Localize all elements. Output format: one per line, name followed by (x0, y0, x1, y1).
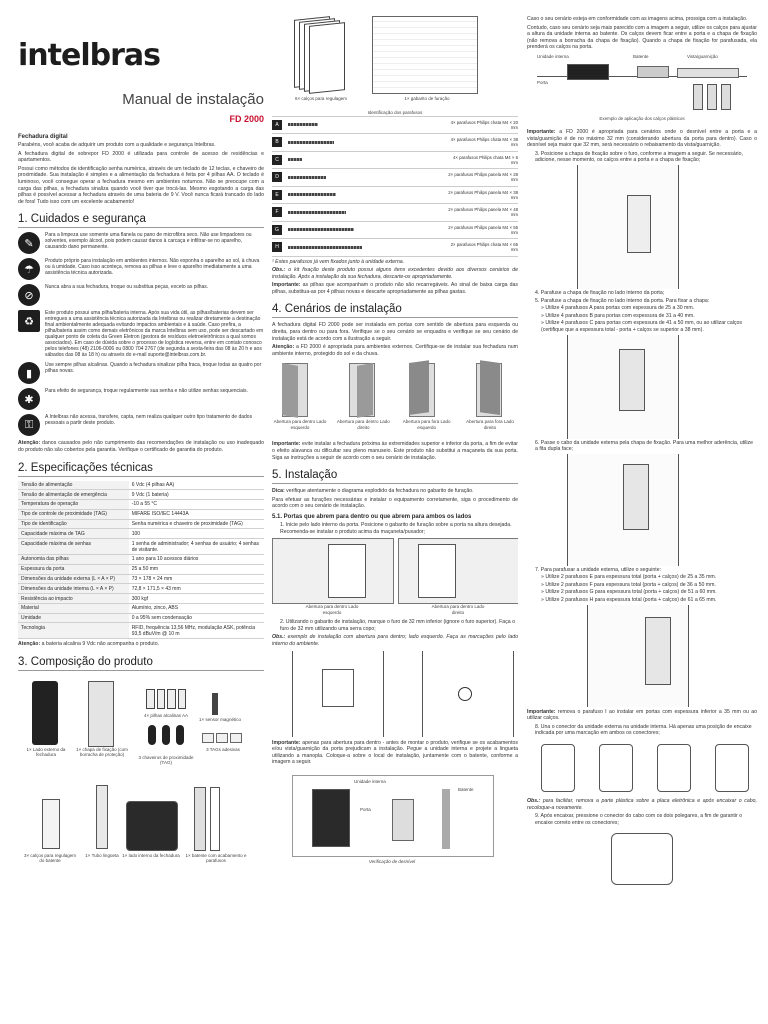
spec-label: Espessura da porta (18, 564, 129, 574)
care-item: ⚿ A Intelbras não acessa, transfere, capta, nem realiza qualquer outro tipo tratamento de dados pessoais a partir deste produto. (18, 414, 264, 436)
spec-value: 100 (129, 529, 264, 539)
screw-row (272, 169, 518, 187)
step7-option: » Utilize 2 parafusos E para espessura total (porta + calços) de 25 a 35 mm. (541, 574, 717, 581)
care-item: ☂ Produto próprio para instalação em ambientes internos. Não exponha o aparelho ao sol, à chuva ou à umidade. Caso isso aconteça, remova as pilhas e leve o aparelho imediatamente a uma assistência técnica autorizada. (18, 258, 264, 280)
install-step-6: 6. Passe o cabo da unidade externa pela chapa de fixação. Para uma melhor aderência, utilize a fita dupla face; (535, 439, 754, 453)
step5-option: » Utilize 4 parafusos A para portas com espessura de 25 a 30 mm. (541, 305, 695, 312)
spec-value: 1 senha de administrador; 4 senhas de usuário; 4 senhas de visitante. (129, 539, 264, 555)
cable-figure (527, 454, 757, 566)
section-composition-title: 3. Composição do produto (18, 656, 264, 671)
spec-row (18, 555, 264, 565)
spec-value: 1 ano para 10 acessos diários (129, 555, 264, 565)
inner-unit-image (126, 801, 178, 851)
level-check-figure: Unidade interna Porta Batente Verificação de desnível (272, 769, 518, 869)
screw-id: G (272, 225, 282, 235)
door-scenarios-figure (272, 363, 518, 439)
screw-row (272, 117, 518, 135)
spec-label: Tecnologia (18, 623, 129, 639)
privacy-icon: ⚿ (18, 414, 40, 436)
install-tip: Dica: verifique atentamente o diagrama explodido da fechadura no gabarito de furação. (272, 488, 474, 495)
screw-description: 4× parafusos Philips chata M4 × 20 mm (450, 119, 518, 130)
spec-row (18, 603, 264, 613)
spec-label: Tensão de alimentação de emergência (18, 490, 129, 500)
install-paragraph: Para efetuar as furações necessárias e instalar o equipamento corretamente, siga o procedimento de acordo com o seu cenário de instalação. (272, 496, 518, 510)
spec-row (18, 509, 264, 519)
care-item: ♻ Este produto possui uma pilha/bateria interna. Após sua vida útil, as pilhas/baterias devem ser entregues a uma assistência técnica autorizada da Intelbras ou realizar diretamente a destinação final ambientalmente adequada evitando impactos ambientais e à saúde. Caso prefira, a pilha/bateria assim como demais eletrônicos da marca Intelbras sem uso, pode ser descartado em qualquer ponto de coleta da Green Eletron (gestora de resíduos eletroeletrônicos a qual somos associados). Em caso de dúvida sobre o processo de logística reversa, entre em contato conosco pelos telefones (48) 2106-0006 ou 0800 704 2767 (de segunda a sexta-feira das 08 às 20 h e aos sábados das 08 às 18 h) ou através do e-mail suporte@intelbras.com.br. (18, 310, 264, 358)
spec-label: Tensão de alimentação (18, 481, 129, 490)
screw-row (272, 239, 518, 257)
adhesive-tags-image (202, 733, 242, 743)
spec-value: Alumínio, zinco, ABS (129, 603, 264, 613)
c3-paragraph: Caso o seu cenário esteja em conformidade com as imagens acima, prossiga com a instalação. (527, 16, 748, 22)
spec-label: Capacidade máxima de senhas (18, 539, 129, 555)
spec-value: Senha numérica e chaveiro de proximidade (TAG) (129, 519, 264, 529)
scenarios-paragraph: A fechadura digital FD 2000 pode ser instalada em portas com sentido de abertura para esquerda ou direita, para dentro ou para fora. Verifique se o seu cenário se enquadra e verifique se seu cenário de instalação está de acordo com a ilustração a seguir. (272, 322, 518, 342)
shims-label: 3× calços para regulagem do batente (24, 852, 76, 864)
screw-description: 4× parafusos Philips chata M4 × 6 mm (453, 154, 518, 165)
spec-row (18, 481, 264, 490)
c3-important: Importante: a FD 2000 é apropriada para cenários onde o desnível entre a porta e a vista/guarnição é de no máximo 32 mm (considerando abertura da porta para dentro). Caso o desnível seja maior que 32 mm, será necessário o rebaixamento da vista/guarnição. (527, 128, 757, 149)
screw-description: 2× parafusos Philips panela M4 × 48 mm (448, 207, 518, 218)
plate-position-figure (527, 165, 757, 289)
screws-table (272, 116, 518, 257)
screw-description: 2× parafusos Philips chata M4 × 65 mm (450, 242, 518, 253)
spec-label: Umidade (18, 613, 129, 623)
specs-attention: Atenção: a bateria alcalina 9 Vdc não acompanha o produto. (18, 641, 160, 648)
screw-id: H (272, 242, 282, 252)
outer-screw-figure (527, 605, 757, 707)
install-step-3: 3. Posicione a chapa de fixação sobre o furo, conforme a imagem a seguir. Se necessário, adicione, nesse momento, os calços entre a porta e a chapa de fixação; (535, 150, 743, 164)
spec-label: Dimensões da unidade interna (L × A × P) (18, 584, 129, 594)
care-item: ▮ Use sempre pilhas alcalinas. Quando a fechadura sinalizar pilha fraca, troque todas as quatro por pilhas novas. (18, 362, 264, 384)
document-title: Manual de instalação (122, 91, 264, 108)
column-middle (272, 0, 518, 1024)
intro-paragraph: Parabéns, você acaba de adquirir um produto com a qualidade e segurança Intelbras. (18, 142, 216, 148)
intro-paragraph: Possui como métodos de identificação senha numérica, através de um teclado de 12 teclas, e chaveiro de proximidade. Sua instalação é simples e a alimentação da fechadura é feita por 4 pilhas AA. O teclado é luminoso, você consegue operar a fechadura mesmo em ambientes noturnos. Não se preocupe com a carga das pilhas, a fechadura sinaliza quando você tiver que trocá-las. Mesmo esgotando a carga das pilhas é possível acessar a fechadura através de uma bateria de 9 V. Você nunca ficará trancado do lado de fora! Tudo isso com um excelente acabamento! (18, 165, 264, 205)
scenarios-attention: Atenção: a FD 2000 é apropriada para ambientes externos. Certifique-se de instalar sua fechadura num ambiente interno, protegido do sol e da chuva. (272, 344, 518, 357)
screws-caption: Identificação dos parafusos (367, 110, 423, 115)
scenarios-important: Importante: evite instalar a fechadura próxima às extremidades superior e inferior da porta, a fim de evitar o efeito alavanca ou dificultar seu pleno manuseio. Este produto não substitui a maçaneta da sua porta. Siga as instruções a seguir de acordo com o seu cenário de instalação. (272, 441, 518, 461)
section-scenarios-title: 4. Cenários de instalação (272, 303, 518, 318)
screw-id: C (272, 155, 282, 165)
step5-option: » Utilize 4 parafusos B para portas com espessura de 31 a 40 mm. (541, 312, 695, 319)
screw-icon (288, 141, 334, 144)
shims-application-figure: Unidade interna Batente Porta Vista/guarnição Exemplo de aplicação dos calços plásticos (527, 54, 757, 126)
intro-heading: Fechadura digital (18, 134, 68, 140)
template-label: 1× gabarito de furação (404, 96, 450, 101)
spec-label: Autonomia das pilhas (18, 555, 129, 565)
spec-value: 72,8 × 171,5 × 43 mm (129, 584, 264, 594)
spec-value: 6 Vdc (4 pilhas AA) (129, 481, 264, 490)
step7-option: » Utilize 2 parafusos G para espessura total (porta + calços) de 51 a 60 mm. (541, 589, 717, 596)
cleaning-icon: ✎ (18, 232, 40, 254)
care-item: ✎ Para a limpeza use somente uma flanela ou pano de microfibra seco. Não use limpadores ou solventes, exemplo álcool, pois podem causar danos à carcaça e infiltrar-se no aparelho, causando dano permanente. (18, 232, 264, 254)
connector-figure (527, 738, 757, 796)
column-left (18, 0, 264, 1024)
install-step-2: 2. Utilizando o gabarito de instalação, marque o furo de 32 mm inferior (ignore o furo superior). Faça o furo de 32 mm utilizando uma serra copo; (280, 619, 516, 632)
install-obs2: Obs.: exemplo de instalação com abertura para dentro; lado esquerdo. Faça as marcações pelo lado interno do ambiente. (272, 634, 518, 647)
screw-icon (288, 211, 346, 214)
brand-logo: intelbras (18, 38, 160, 73)
section-specs-title: 2. Especificações técnicas (18, 462, 264, 477)
screw-row (272, 204, 518, 222)
step7-option: » Utilize 2 parafusos F para espessura total (porta + calços) de 36 a 50 mm. (541, 581, 716, 588)
spec-label: Material (18, 603, 129, 613)
spec-value: RFID, frequência 13,56 MHz, modulação ASK, potência 93,5 dBuV/m @ 10 m (129, 623, 264, 639)
intro-paragraph: A fechadura digital de sobrepor FD 2000 é utilizada para controle de acesso de residências e apartamentos. (18, 150, 264, 164)
strike-cover-image (210, 787, 220, 851)
door-scenario: Abertura para fora Lado direito (462, 363, 518, 439)
spec-row (18, 490, 264, 500)
spec-row (18, 519, 264, 529)
outer-unit-label: 1× Lado externo da fechadura (26, 746, 66, 758)
care-attention: Atenção: danos causados pelo não cumprimento das recomendações de instalação ou uso inadequado do produto não são cobertos pela garantia. Verifique o certificado de garantia do produto. (18, 440, 264, 453)
install-step-9: 9. Após encaixar, pressione o conector do cabo com os dois polegares, a fim de garantir o encaixe correto entre os conectores; (535, 813, 743, 826)
screw-icon (288, 123, 318, 126)
screw-row (272, 222, 518, 240)
strike-image (194, 787, 206, 851)
recycle-bin-icon: ♻ (18, 310, 40, 332)
password-icon: ✱ (18, 388, 40, 410)
screw-id: D (272, 172, 282, 182)
drilling-figure (272, 651, 518, 737)
screw-icon (288, 176, 326, 179)
install-step-4: 4. Parafuse a chapa de fixação no lado interno da porta; (535, 289, 665, 296)
screw-description: 2× parafusos Philips panela M4 × 28 mm (448, 172, 518, 183)
install-subsection: 5.1. Portas que abrem para dentro ou que abrem para ambos os lados (272, 514, 472, 520)
bolt-tube-image (96, 785, 108, 849)
install-step-7: 7. Para parafusar a unidade externa, utilize o seguinte: (535, 566, 662, 573)
step7-important: Importante: remova o parafuso I ao instalar em portas com espessura inferior a 35 mm ou ao utilizar calços. (527, 708, 757, 722)
magnet-label: 1× sensor magnético (199, 716, 241, 722)
screw-row (272, 187, 518, 205)
outer-unit-image (32, 681, 58, 745)
magnet-image (212, 693, 218, 715)
spec-row (18, 613, 264, 623)
batteries-label: 4× pilhas alcalinas AA (144, 712, 188, 718)
screw-id: F (272, 207, 282, 217)
spec-row (18, 564, 264, 574)
section-care-title: 1. Cuidados e segurança (18, 213, 264, 228)
screw-id: A (272, 120, 282, 130)
shims-image (42, 799, 60, 849)
template-placement-figure: Abertura para dentro Lado esquerdo Abertura para dentro Lado direito (272, 538, 518, 616)
spec-row (18, 529, 264, 539)
inner-unit-label: 1× lado interno da fechadura (122, 852, 180, 858)
screw-icon (288, 158, 302, 161)
composition-figure (18, 675, 264, 878)
spec-value: 0 a 95% sem condensação (129, 613, 264, 623)
mounting-plate-image (88, 681, 114, 747)
screw-id: E (272, 190, 282, 200)
step5-option: » Utilize 4 parafusos C para portas com espessura de 41 a 50 mm, ou ao utilizar calços (certifique que a espessura total - porta + calços se superior a 38 mm). (541, 320, 742, 333)
shims-top-label: 6× calços para regulagem (295, 96, 347, 101)
no-open-icon: ⊘ (18, 284, 40, 306)
spec-label: Capacidade máxima de TAG (18, 529, 129, 539)
install-step-1: 1. Inicie pelo lado interno da porta. Posicione o gabarito de furação sobre a porta na altura desejada. Recomenda-se instalar o produto acima da maçaneta/puxador; (280, 522, 512, 535)
spec-value: MIFARE ISO/IEC 14443A (129, 509, 264, 519)
screw-icon (288, 228, 354, 231)
screw-row (272, 134, 518, 152)
install-important3: Importante: apenas para abertura para dentro - antes de montar o produto, verifique se os acabamentos e/ou vista/guarnição da porta prejudicam a instalação. Pegue a unidade interna e projete a lingueta utilizando a manopla. Coloque-a sobre o local de instalação, juntamente com o batente, conforme a imagem a seguir. (272, 739, 518, 766)
spec-label: Temperatura de operação (18, 500, 129, 510)
bolt-label: 1× Tubo lingüeta (85, 852, 119, 858)
spec-label: Dimensões da unidade externa (L × A × P) (18, 574, 129, 584)
strike-label: 1× batente com acabamento e parafusos (185, 852, 247, 864)
keys-label: 3 chaveiros de proximidade (TAG) (138, 754, 194, 766)
install-step-5: 5. Parafuse a chapa de fixação no lado interno da porta. Para fixar a chapa: (535, 297, 710, 304)
spec-row (18, 500, 264, 510)
tags-label: 3 TAGs adesivas (206, 746, 240, 752)
screw-row (272, 152, 518, 170)
spec-value: 300 kgf (129, 594, 264, 604)
proximity-keys-image (138, 725, 194, 751)
batteries-image (146, 689, 186, 709)
specs-table (18, 481, 264, 640)
c3-paragraph: Contudo, caso seu cenário seja mais parecido com a imagem a seguir, utilize os calços para ajustar a altura da unidade interna ao batente. Os calços devem ficar entre a porta e a chapa de fixação (não remova a borracha da chapa de fixação). Quando a chapa de fixação for parafusada, ela prenderá os calços na porta. (527, 24, 757, 51)
step8-obs: Obs.: para facilitar, remova a parte plástica sobre a placa eletrônica e após encaixar o cabo, recoloque-a novamente. (527, 798, 757, 811)
door-scenario: Abertura para fora Lado esquerdo (399, 363, 455, 439)
screw-icon (288, 246, 362, 249)
sun-rain-icon: ☂ (18, 258, 40, 280)
column-right (527, 0, 757, 1024)
section-install-title: 5. Instalação (272, 469, 518, 484)
step7-option: » Utilize 2 parafusos H para espessura total (porta + calços) de 61 a 65 mm. (541, 597, 717, 604)
shims-template-figure (272, 16, 518, 106)
battery-icon: ▮ (18, 362, 40, 384)
drilling-template-image (372, 16, 478, 94)
screws-obs: Obs.: o kit fixação deste produto possui alguns itens excedentes devido aos diversos cenários de instalação. Após a instalação da sua fechadura, descarte-os apropriadamente. (272, 267, 518, 280)
screws-important: Importante: as pilhas que acompanham o produto não são recarregáveis. Ao sinal de baixa carga das pilhas, substitua-as por 4 pilhas novas e descarte apropriadamente as pilhas gastas. (272, 282, 518, 295)
screw-description: 4× parafusos Philips chata M4 × 38 mm (450, 137, 518, 148)
spec-label: Resistência ao impacto (18, 594, 129, 604)
door-scenario: Abertura para dentro Lado direito (335, 363, 391, 439)
screw-icon (288, 193, 336, 196)
spec-value: 9 Vdc (1 bateria) (129, 490, 264, 500)
spec-row (18, 539, 264, 555)
screws-footnote: ¹ Estes parafusos já vem fixados junto à unidade externa. (272, 258, 405, 265)
spec-label: Tipo de identificação (18, 519, 129, 529)
spec-value: 73 × 178 × 24 mm (129, 574, 264, 584)
spec-value: 25 a 50 mm (129, 564, 264, 574)
screw-description: 2× parafusos Philips panela M4 × 38 mm (448, 189, 518, 200)
model-number: FD 2000 (229, 114, 264, 124)
spec-label: Tipo de controle de proximidade (TAG) (18, 509, 129, 519)
care-item: ⊘ Nunca abra a sua fechadura, troque ou substitua peças, exceto as pilhas. (18, 284, 264, 306)
press-connector-figure (527, 827, 757, 899)
shims-stack-image (294, 18, 350, 92)
spec-row (18, 623, 264, 639)
spec-row (18, 584, 264, 594)
install-step-8: 8. Una o conector da unidade externa na unidade interna. Há apenas uma posição de encaixe indicada por uma marcação em ambos os conectores; (535, 723, 752, 737)
spec-row (18, 574, 264, 584)
plate-screw-figure (527, 335, 757, 439)
door-scenario: Abertura para dentro Lado esquerdo (272, 363, 328, 439)
spec-value: -10 a 55 °C (129, 500, 264, 510)
screw-description: 2× parafusos Philips panela M4 × 55 mm (448, 224, 518, 235)
care-item: ✱ Para efeito de segurança, troque regularmente sua senha e não utilize senhas sequenciais. (18, 388, 264, 410)
plate-label: 1× chapa de fixação (com borracha de proteção) (76, 746, 128, 758)
spec-row (18, 594, 264, 604)
screw-id: B (272, 137, 282, 147)
